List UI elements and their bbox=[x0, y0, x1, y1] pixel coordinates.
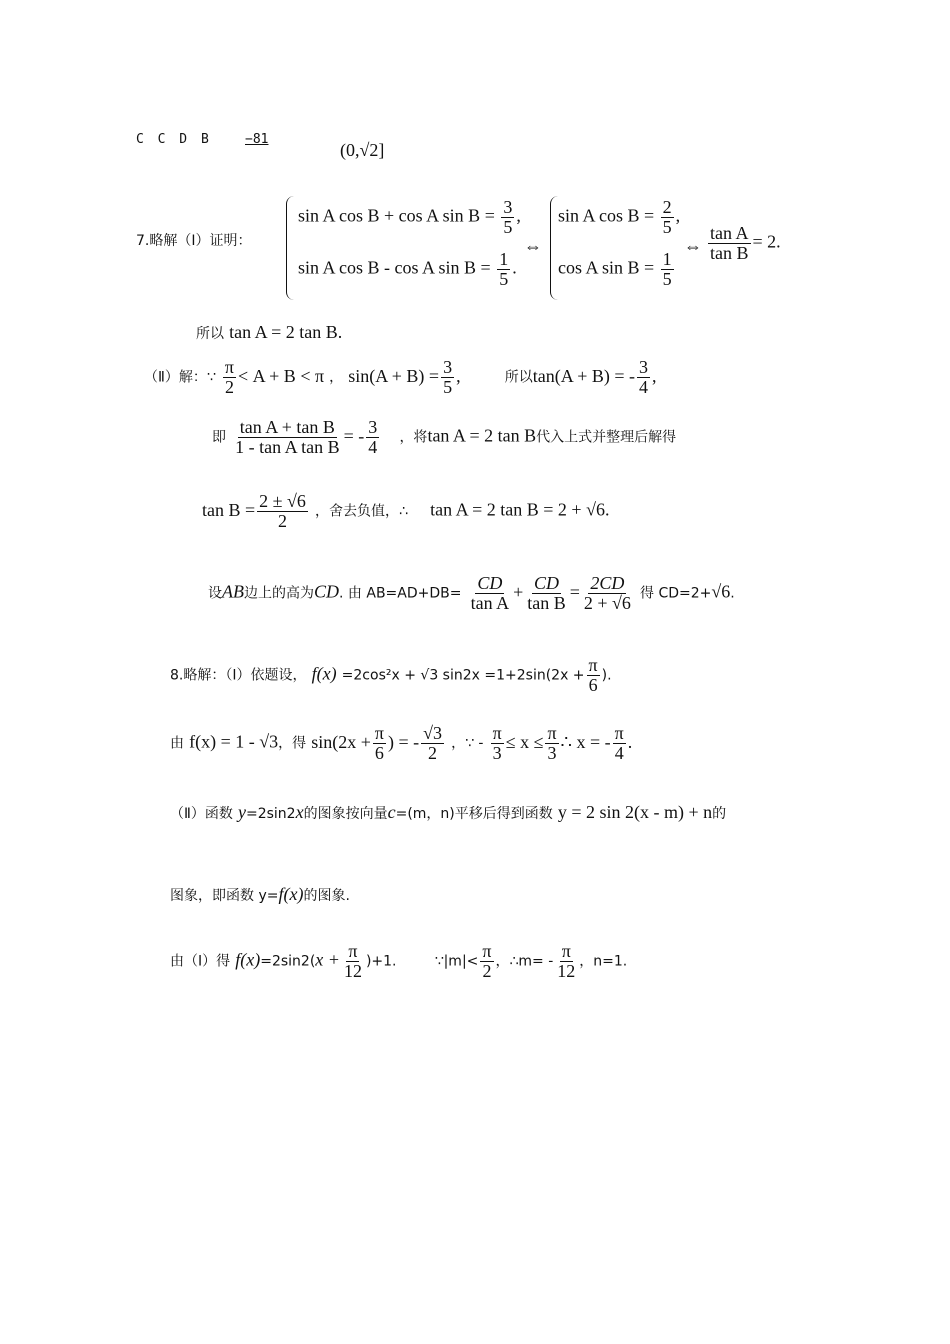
conclusion-1: 所以 tan A = 2 tan B. bbox=[196, 322, 343, 342]
range-answer: (0,√2] bbox=[340, 140, 385, 160]
fill-blank-answer: −81 bbox=[245, 132, 269, 147]
q7-part2-line3: tan B = $\frac{2 \pm √6}{2}$ ，舍去负值，∴ tan A = 2 tan B = 2 + √6. bbox=[202, 491, 610, 531]
q8-line4: 图象，即函数 y=f(x)的图象. bbox=[170, 884, 350, 904]
q7-label: 7.略解（Ⅰ）证明： bbox=[136, 233, 252, 249]
tan-ratio: $\frac{\text{tan A}}{\text{tan B}}$ = 2. bbox=[710, 223, 781, 263]
system1-row1: sin A cos B + cos A sin B = $\frac{3}{5}$ , bbox=[298, 197, 521, 237]
system2-row2: cos A sin B = $\frac{1}{5}$ bbox=[558, 249, 672, 289]
q7-part2-line1: （Ⅱ）解：∵ $\frac{\pi}{2}$ < A + B < π ， sin(A + B) = $\frac{3}{5}$ , 所以tan(A + B) = - $\frac{3}{4}$ , bbox=[144, 357, 657, 397]
system1-row2: sin A cos B - cos A sin B = $\frac{1}{5}$ . bbox=[298, 249, 517, 289]
answer-choices: C C D B bbox=[136, 132, 212, 147]
q8-line5: 由（Ⅰ）得 f(x)=2sin2(x + $\frac{\pi}{12}$ )+1. ∵|m|< $\frac{\pi}{2}$ ，∴m= - $\frac{\pi}{12}$ ，n=1. bbox=[170, 941, 628, 981]
iff-symbol-2: ⇔ bbox=[684, 236, 702, 256]
q7-part2-line4: 设AB边上的高为CD. 由 AB=AD+DB= $\frac{CD}{\text{tan A}}$ + $\frac{CD}{\text{tan B}}$ = $\frac{2CD}{2 + √6}$ 得 CD=2+√6. bbox=[208, 573, 735, 613]
iff-symbol-1: ⇔ bbox=[524, 236, 542, 256]
q8-line1: 8.略解：（Ⅰ）依题设， f(x) =2cos²x + √3 sin2x =1+2sin(2x + $\frac{\pi}{6}$ ). bbox=[170, 655, 612, 695]
q7-part2-line2: 即 $\frac{\text{tan A + tan B}}{\text{1 - tan A tan B}}$ = - $\frac{3}{4}$ ，将tan A = 2 tan B代入上式并整理后解得 bbox=[212, 417, 677, 457]
system2-row1: sin A cos B = $\frac{2}{5}$ , bbox=[558, 197, 681, 237]
brace-left-1 bbox=[286, 196, 295, 300]
q8-line3: （Ⅱ）函数 y=2sin2x的图象按向量c=(m，n)平移后得到函数 y = 2 sin 2(x - m) + n的 bbox=[170, 802, 727, 822]
q8-line2: 由 f(x) = 1 - √3，得 sin(2x + $\frac{\pi}{6}$ ) = - $\frac{√3}{2}$ ，∵ - $\frac{\pi}{3}$ ≤ x ≤ $\frac{\pi}{3}$ ∴ x = - $\frac{\pi}{4}$ . bbox=[170, 723, 633, 763]
